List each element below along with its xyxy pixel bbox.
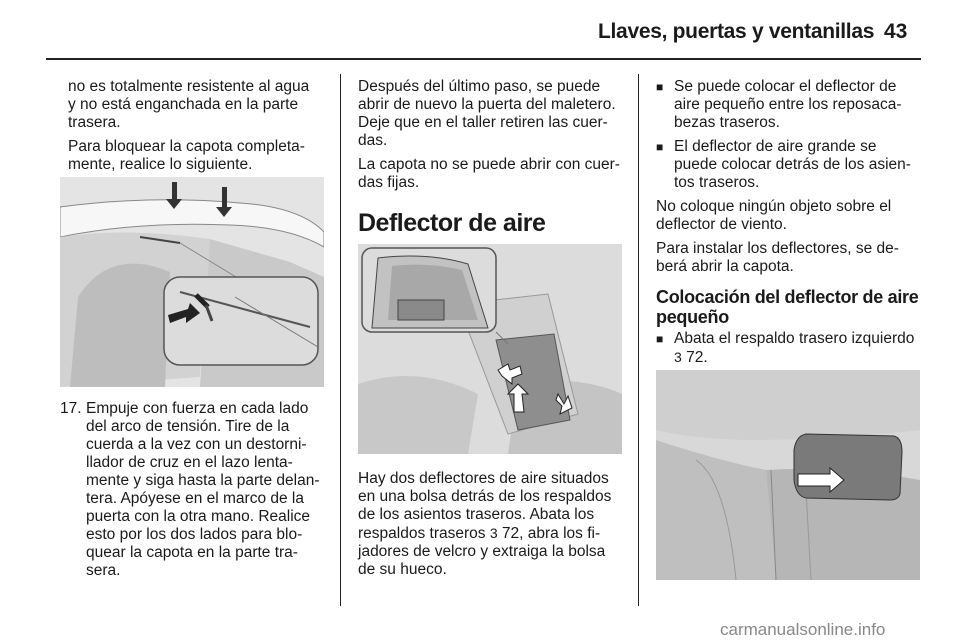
page-title: Llaves, puertas y ventanillas [598, 20, 875, 43]
paragraph [358, 470, 633, 579]
text-line: berá abrir la capota. [656, 258, 794, 275]
text-line: Empuje con fuerza en cada lado [86, 400, 309, 417]
col2-text-top [358, 78, 628, 198]
text-line: de los asientos traseros. Abata los [358, 506, 595, 523]
step-text [86, 400, 320, 580]
text-fragment: respaldos traseros [358, 525, 490, 542]
text-line: El deflector de aire grande se [674, 138, 877, 155]
list-item [656, 78, 926, 132]
text-line: de su hueco. [358, 561, 447, 578]
column-divider-2 [638, 74, 639, 606]
text-line: La capota no se puede abrir con cuer- [358, 156, 620, 173]
col3-bullet-step [656, 330, 926, 373]
text-line: das. [358, 132, 388, 149]
text-line: No coloque ningún objeto sobre el [656, 198, 892, 215]
text-line: jadores de velcro y extraiga la bolsa [358, 543, 606, 560]
text-line: puerta con la otra mano. Realice [86, 508, 311, 525]
col2-text-bottom [358, 470, 633, 585]
col1-text-top [68, 78, 333, 180]
step-17 [60, 400, 330, 580]
text-line: no es totalmente resistente al agua [68, 78, 310, 95]
text-line: tos traseros. [674, 174, 760, 191]
text-line: cuerda a la vez con un destorni- [86, 436, 307, 453]
air-deflector-bag-illustration [358, 244, 622, 454]
text-line: mente y siga hasta la parte delan- [86, 472, 320, 489]
text-line: aire pequeño entre los reposaca- [674, 96, 902, 113]
text-line: deflector de viento. [656, 216, 787, 233]
subsection-heading [656, 287, 926, 327]
text-line: das fijas. [358, 174, 420, 191]
paragraph [68, 138, 333, 174]
watermark: carmanualsonline.info [720, 620, 886, 639]
text-line: quear la capota en la parte tra- [86, 544, 298, 561]
text-line: abrir de nuevo la puerta del maletero. [358, 96, 616, 113]
step-number: 17. [60, 400, 82, 417]
text-line: trasera. [68, 114, 121, 131]
page-number: 43 [884, 20, 908, 43]
text-fragment: 72. [686, 349, 708, 366]
text-line: sera. [86, 562, 121, 579]
paragraph [358, 156, 628, 192]
bullet-icon: ■ [656, 140, 664, 154]
text-line [358, 524, 633, 543]
page-reference-icon: 3 [674, 349, 682, 365]
text-line: tera. Apóyese en el marco de la [86, 490, 304, 507]
text-fragment: 72, abra los fi- [501, 525, 601, 542]
paragraph [358, 78, 628, 150]
text-line: en una bolsa detrás de los respaldos [358, 488, 612, 505]
rear-seat-headrest-illustration [656, 370, 920, 580]
text-line: Para bloquear la capota completa- [68, 138, 305, 155]
col3-text-top [656, 78, 926, 282]
text-line: puede colocar detrás de los asien- [674, 156, 911, 173]
text-line: bezas traseros. [674, 114, 780, 131]
text-line: esto por los dos lados para blo- [86, 526, 303, 543]
text-line: Abata el respaldo trasero izquierdo [674, 330, 915, 347]
page-reference-icon: 3 [489, 525, 498, 541]
text-line: Deje que en el taller retiren las cuer- [358, 114, 608, 131]
bullet-icon: ■ [656, 332, 664, 346]
paragraph [656, 240, 926, 276]
text-line: mente, realice lo siguiente. [68, 156, 253, 173]
text-line [674, 348, 926, 367]
text-line: y no está enganchada en la parte [68, 96, 299, 113]
text-line: llador de cruz en el lazo lenta- [86, 454, 293, 471]
column-divider-1 [340, 74, 341, 606]
text-line: Se puede colocar el deflector de [674, 78, 897, 95]
heading-line: pequeño [656, 307, 729, 327]
header-divider [46, 58, 921, 60]
list-item [656, 330, 926, 367]
paragraph [656, 198, 926, 234]
text-line: del arco de tensión. Tire de la [86, 418, 290, 435]
convertible-top-illustration [60, 177, 324, 387]
heading-line: Colocación del deflector de aire [656, 287, 919, 307]
list-item [656, 138, 926, 192]
paragraph [68, 78, 333, 132]
bullet-icon: ■ [656, 80, 664, 94]
text-line: Hay dos deflectores de aire situados [358, 470, 609, 487]
text-line: Para instalar los deflectores, se de- [656, 240, 899, 257]
text-line: Después del último paso, se puede [358, 78, 601, 95]
section-heading: Deflector de aire [358, 209, 546, 237]
